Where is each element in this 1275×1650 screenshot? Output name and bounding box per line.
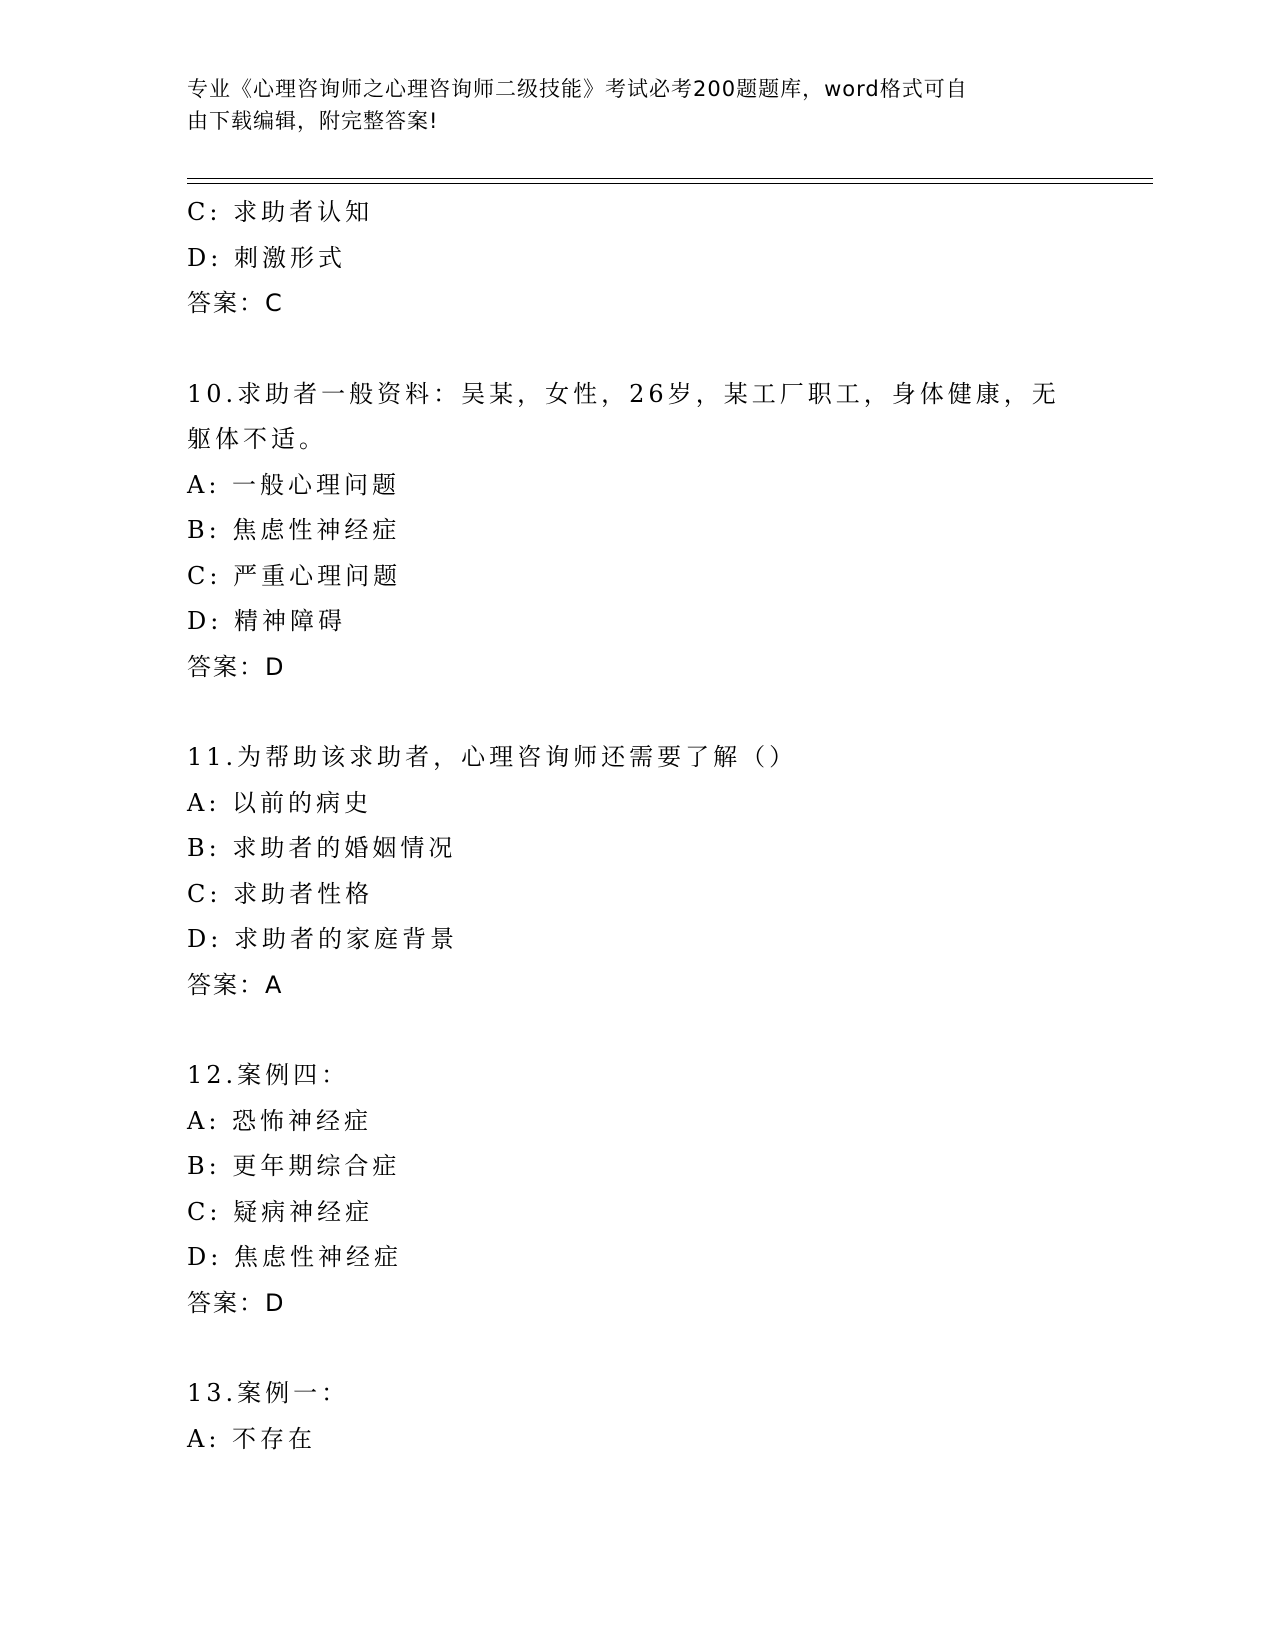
option-d: D: 刺激形式 (187, 243, 346, 272)
option-d: D: 焦虑性神经症 (187, 1243, 402, 1271)
answer-line: 答案：C (187, 289, 284, 317)
question-stem: 10.求助者一般资料：吴某，女性，26岁，某工厂职工，身体健康，无 (187, 379, 1060, 408)
option-c: C: 求助者性格 (187, 879, 374, 908)
option-a: A: 不存在 (187, 1424, 317, 1453)
question-list (187, 190, 1117, 1507)
header-line-1: 专业《心理咨询师之心理咨询师二级技能》考试必考200题题库，word格式可自 (187, 77, 968, 101)
option-b: B: 求助者的婚姻情况 (187, 834, 457, 862)
question-block-11 (187, 735, 1117, 1008)
header-divider-bottom (187, 183, 1153, 184)
question-stem-continued: 躯体不适。 (187, 425, 327, 453)
answer-line: 答案：D (187, 1288, 286, 1317)
question-stem: 12.案例四： (187, 1061, 350, 1089)
option-d: D: 精神障碍 (187, 607, 346, 635)
option-b: B: 焦虑性神经症 (187, 516, 401, 544)
question-block-12 (187, 1053, 1117, 1326)
question-block-9 (187, 190, 1117, 327)
document-header (187, 73, 1087, 137)
option-d: D: 求助者的家庭背景 (187, 925, 458, 953)
header-divider-top (187, 178, 1153, 179)
option-a: A: 恐怖神经症 (187, 1106, 373, 1135)
answer-line: 答案：D (187, 652, 286, 681)
answer-line: 答案：A (187, 970, 284, 999)
option-a: A: 一般心理问题 (187, 470, 401, 499)
question-block-10 (187, 372, 1117, 691)
option-c: C: 严重心理问题 (187, 561, 402, 590)
option-c: C: 求助者认知 (187, 198, 374, 226)
option-c: C: 疑病神经症 (187, 1197, 374, 1226)
question-block-13 (187, 1371, 1117, 1462)
question-stem: 13.案例一： (187, 1379, 350, 1407)
option-b: B: 更年期综合症 (187, 1152, 401, 1180)
header-line-2: 由下载编辑，附完整答案! (187, 109, 439, 133)
option-a: A: 以前的病史 (187, 788, 373, 817)
question-stem: 11.为帮助该求助者，心理咨询师还需要了解（） (187, 743, 798, 771)
